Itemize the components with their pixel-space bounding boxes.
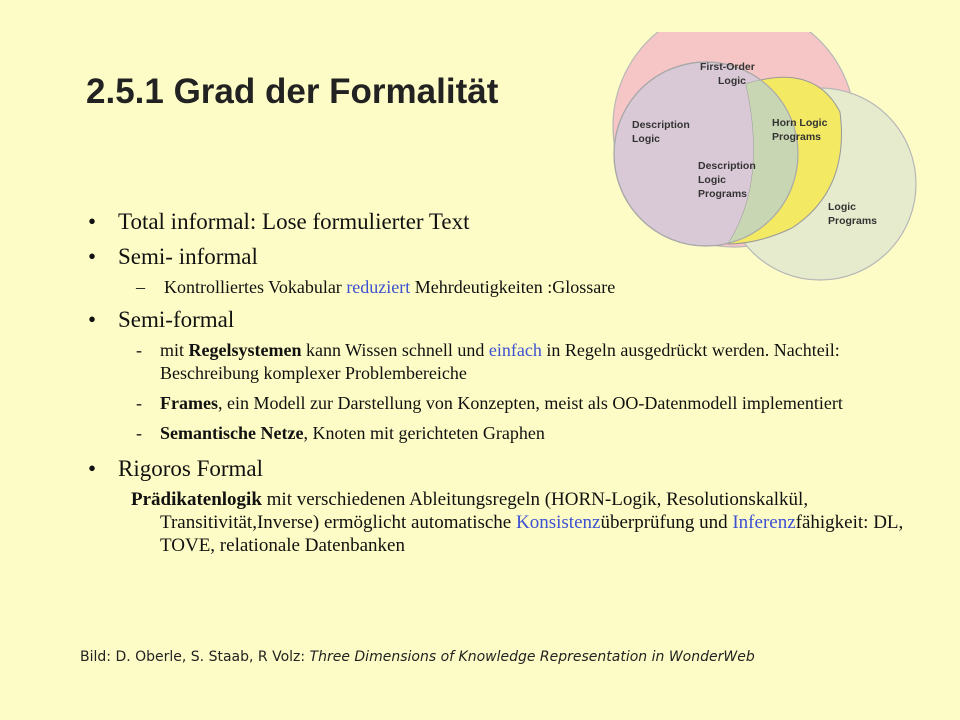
venn-label-dlp-3: Programs — [698, 188, 748, 200]
bullet-rigoros-formal — [88, 455, 918, 483]
bullet-text: Semi- informal — [118, 244, 258, 269]
bullet-dot: • — [88, 209, 97, 234]
slide-body — [88, 208, 918, 557]
venn-label-description-2: Logic — [632, 133, 660, 145]
page-title: 2.5.1 Grad der Formalität — [86, 72, 499, 111]
bullet-dot: • — [88, 307, 97, 332]
bullet-semi-informal — [88, 243, 918, 271]
venn-label-horn: Horn Logic — [772, 117, 828, 129]
sub-item-frames: - Frames, ein Modell zur Darstellung von Konzepten, meist als OO-Datenmodell implementiert — [136, 393, 843, 413]
venn-label-first-order: First-Order — [700, 61, 755, 73]
bullet-dot: • — [88, 244, 97, 269]
venn-label-horn-2: Programs — [772, 131, 822, 143]
highlight-konsistenz: Konsistenz — [516, 512, 601, 533]
bullet-semi-formal — [88, 306, 918, 334]
sub-item-vokabular: – Kontrolliertes Vokabular reduziert Mehrdeutigkeiten :Glossare — [136, 277, 616, 297]
venn-label-dlp-2: Logic — [698, 174, 726, 186]
bullet-text: Semi-formal — [118, 307, 235, 332]
bullet-text: Total informal: Lose formulierter Text — [118, 209, 470, 234]
bullet-dot: • — [88, 456, 97, 481]
highlight-einfach: einfach — [488, 340, 542, 360]
highlight-reduziert: reduziert — [346, 277, 411, 297]
image-credit-caption: Bild: D. Oberle, S. Staab, R Volz: Three Dimensions of Knowledge Representation in WonderWeb — [80, 649, 755, 665]
venn-label-first-order-2: Logic — [718, 75, 746, 87]
sub-item-praedikatenlogik: Prädikatenlogik mit verschiedenen Ableitungsregeln (HORN-Logik, Resolutionskalkül, Transitivität,Inverse) ermöglicht automatische Konsistenzüberprüfung und Inferenzfähigkeit: DL, TOVE, relationale Datenbanken — [131, 489, 904, 556]
sub-item-semantische-netze: - Semantische Netze, Knoten mit gerichteten Graphen — [136, 423, 545, 443]
venn-label-dlp: Description — [698, 160, 756, 172]
sub-item-regelsysteme: - mit Regelsystemen kann Wissen schnell und einfach in Regeln ausgedrückt werden. Nachteil: Beschreibung komplexer Problembereiche — [136, 340, 840, 383]
hyphen-mark: - — [136, 423, 142, 443]
dash-mark: – — [136, 277, 145, 297]
bullet-text: Rigoros Formal — [118, 456, 264, 481]
bullet-total-informal — [88, 208, 918, 236]
venn-label-description: Description — [632, 119, 690, 131]
hyphen-mark: - — [136, 340, 142, 360]
hyphen-mark: - — [136, 393, 142, 413]
venn-label-logic-programs-2: Programs — [828, 215, 878, 227]
highlight-inferenz: Inferenz — [732, 512, 796, 533]
venn-label-logic-programs: Logic — [828, 201, 856, 213]
